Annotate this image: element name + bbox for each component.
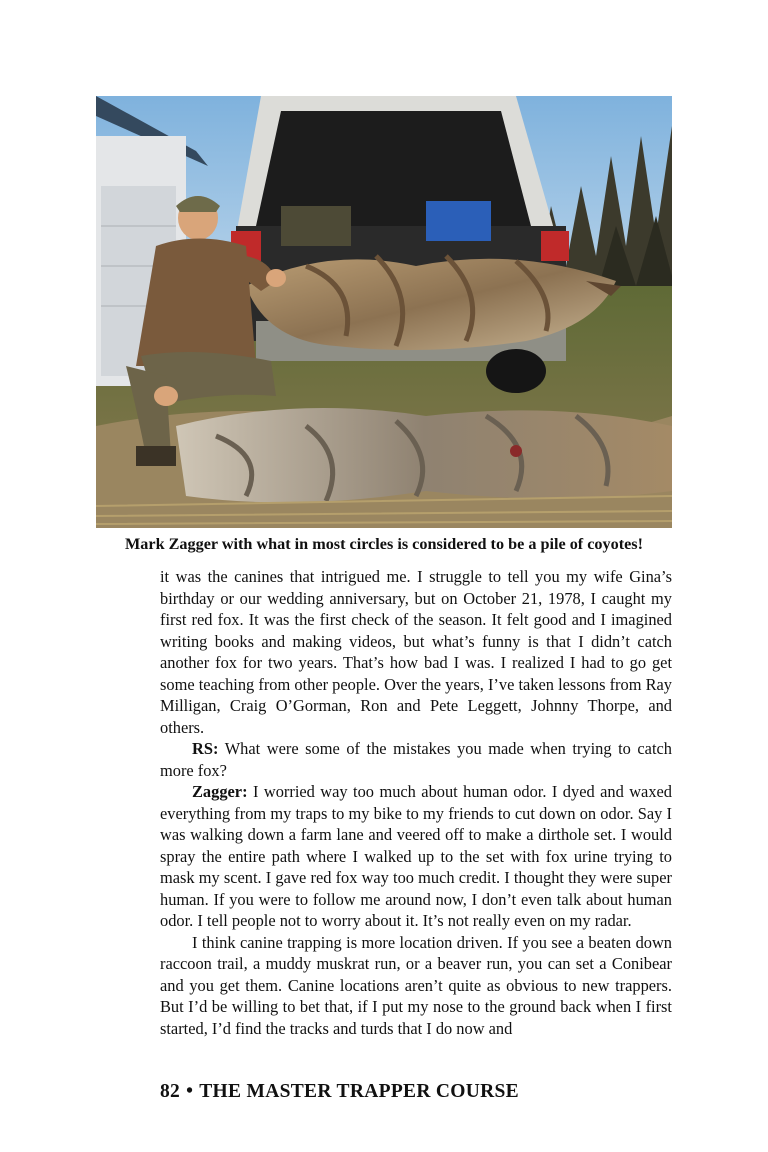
paragraph: I think canine trapping is more location driven. If you see a beaten down raccoon trail, a muddy muskrat run, or a beaver run, you can set a Conibear and you get them. Canine locations aren’t quite as obvious to new trappers. But I’d be willing to bet that, if I put my nose to the ground back when I first started, I’d find the tracks and turds that I do now and: [160, 932, 672, 1038]
coyote-photo-illustration: [96, 96, 672, 528]
answer-text: I worried way too much about human odor. I dyed and waxed everything from my traps to my bike to my friends to cut down on odor. Say I was walking down a farm lane and veered off to make a dirthole set. I would spray the entire path where I walked up to the set with fox urine trying to mask my scent. I gave red fox way too much credit. I thought they were super human. If you were to follow me around now, I don’t even talk about human odor. I tell people not to worry about it. It’s not really even on my radar.: [160, 782, 672, 930]
footer-separator: •: [186, 1081, 194, 1102]
page-number: 82: [160, 1081, 181, 1102]
interview-answer: [160, 781, 672, 932]
article-body: [160, 566, 672, 1039]
speaker-label: Zagger:: [192, 782, 248, 801]
paragraph: it was the canines that intrigued me. I struggle to tell you my wife Gina’s birthday or our wedding anniversary, but on October 21, 1978, I caught my first red fox. It was the first check of the season. It felt good and I imagined writing books and making videos, but what’s funny is that I didn’t catch another fox for two years. That’s how bad I was. I realized I had to go get some teaching from other people. Over the years, I’ve taken lessons from Ray Milligan, Craig O’Gorman, Ron and Pete Leggett, Johnny Thorpe, and others.: [160, 567, 672, 737]
page-footer: [160, 1081, 519, 1103]
question-text: What were some of the mistakes you made when trying to catch more fox?: [160, 739, 672, 780]
speaker-label: RS:: [192, 739, 219, 758]
coyote-photo: [96, 96, 672, 528]
book-title: THE MASTER TRAPPER COURSE: [199, 1081, 519, 1102]
interview-question: [160, 738, 672, 781]
figure-caption: Mark Zagger with what in most circles is considered to be a pile of coyotes!: [125, 535, 643, 553]
